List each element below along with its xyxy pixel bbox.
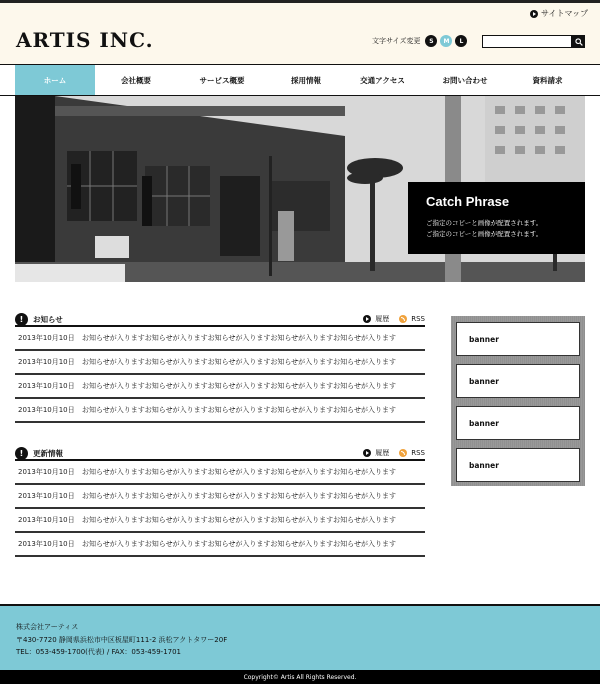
font-size-switcher <box>372 35 467 47</box>
news-links <box>363 314 425 324</box>
news-rss-link[interactable]: RSS <box>411 315 425 323</box>
font-size-small-button[interactable]: S <box>425 35 437 47</box>
news-text[interactable]: お知らせが入りますお知らせが入りますお知らせが入りますお知らせが入りますお知らせが入ります <box>82 382 396 390</box>
updates-date: 2013年10月10日 <box>18 540 75 548</box>
nav-item-request[interactable]: 資料請求 <box>532 75 563 85</box>
nav-item-access[interactable]: 交通アクセス <box>360 75 405 85</box>
news-date: 2013年10月10日 <box>18 406 75 414</box>
footer-contact: TEL：053-459-1700(代表) / FAX：053-459-1701 <box>16 648 182 656</box>
news-header <box>15 313 425 327</box>
sitemap-label: サイトマップ <box>541 9 589 18</box>
site-footer <box>0 604 600 670</box>
sitemap-link[interactable] <box>530 8 588 19</box>
site-header <box>0 0 600 64</box>
news-text[interactable]: お知らせが入りますお知らせが入りますお知らせが入りますお知らせが入りますお知らせが入ります <box>82 358 396 366</box>
nav-item-services[interactable]: サービス概要 <box>199 75 245 85</box>
site-logo[interactable]: ARTIS INC. <box>16 28 154 52</box>
hero-banner <box>15 96 585 282</box>
footer-company: 株式会社アーティス <box>16 623 79 631</box>
updates-date: 2013年10月10日 <box>18 492 75 500</box>
updates-text[interactable]: お知らせが入りますお知らせが入りますお知らせが入りますお知らせが入りますお知らせが入ります <box>82 468 396 476</box>
exclamation-icon: ! <box>15 313 28 326</box>
updates-text[interactable]: お知らせが入りますお知らせが入りますお知らせが入りますお知らせが入りますお知らせが入ります <box>82 516 396 524</box>
banner-column <box>451 316 585 486</box>
rss-icon <box>399 315 407 323</box>
rss-icon <box>399 449 407 457</box>
font-size-medium-button[interactable]: M <box>440 35 452 47</box>
updates-row[interactable] <box>15 509 425 533</box>
banner-link[interactable]: banner <box>456 448 580 482</box>
news-date: 2013年10月10日 <box>18 358 75 366</box>
news-date: 2013年10月10日 <box>18 334 75 342</box>
banner-link[interactable]: banner <box>456 322 580 356</box>
news-text[interactable]: お知らせが入りますお知らせが入りますお知らせが入りますお知らせが入りますお知らせが入ります <box>82 334 396 342</box>
search-button[interactable] <box>572 35 585 48</box>
news-archive-link[interactable]: 履歴 <box>375 315 390 323</box>
font-size-label: 文字サイズ変更 <box>372 37 421 45</box>
updates-row[interactable] <box>15 461 425 485</box>
exclamation-icon: ! <box>15 447 28 460</box>
updates-row[interactable] <box>15 485 425 509</box>
news-section <box>15 313 425 423</box>
updates-date: 2013年10月10日 <box>18 468 75 476</box>
news-date: 2013年10月10日 <box>18 382 75 390</box>
arrow-right-icon <box>363 315 371 323</box>
catch-phrase-box <box>408 182 585 254</box>
font-size-large-button[interactable]: L <box>455 35 467 47</box>
banner-link[interactable]: banner <box>456 406 580 440</box>
updates-text[interactable]: お知らせが入りますお知らせが入りますお知らせが入りますお知らせが入りますお知らせが入ります <box>82 492 396 500</box>
catch-phrase-line: ご指定のコピーと画像が配置されます。 <box>426 219 543 227</box>
search-box <box>482 35 585 48</box>
updates-text[interactable]: お知らせが入りますお知らせが入りますお知らせが入りますお知らせが入りますお知らせが入ります <box>82 540 396 548</box>
news-title: お知らせ <box>33 314 63 324</box>
nav-item-contact[interactable]: お問い合わせ <box>442 75 488 85</box>
updates-archive-link[interactable]: 履歴 <box>375 449 390 457</box>
arrow-right-icon <box>530 10 538 18</box>
global-nav <box>0 64 600 96</box>
updates-title: 更新情報 <box>33 448 63 458</box>
catch-phrase-line: ご指定のコピーと画像が配置されます。 <box>426 230 543 238</box>
updates-row[interactable] <box>15 533 425 557</box>
updates-section <box>15 447 425 557</box>
news-row[interactable] <box>15 399 425 423</box>
copyright-bar: Copyright© Artis All Rights Reserved. <box>0 670 600 684</box>
updates-header <box>15 447 425 461</box>
news-row[interactable] <box>15 375 425 399</box>
nav-item-home[interactable]: ホーム <box>15 65 95 95</box>
nav-item-company[interactable]: 会社概要 <box>121 75 151 85</box>
updates-links <box>363 448 425 458</box>
banner-link[interactable]: banner <box>456 364 580 398</box>
news-row[interactable] <box>15 351 425 375</box>
footer-address: 〒430-7720 静岡県浜松市中区板屋町111-2 浜松アクトタワー20F <box>16 636 228 644</box>
news-row[interactable] <box>15 327 425 351</box>
catch-phrase-title: Catch Phrase <box>426 194 510 209</box>
search-icon <box>575 38 583 46</box>
arrow-right-icon <box>363 449 371 457</box>
updates-rss-link[interactable]: RSS <box>411 449 425 457</box>
news-text[interactable]: お知らせが入りますお知らせが入りますお知らせが入りますお知らせが入りますお知らせが入ります <box>82 406 396 414</box>
updates-date: 2013年10月10日 <box>18 516 75 524</box>
search-input[interactable] <box>482 35 572 48</box>
nav-item-recruit[interactable]: 採用情報 <box>291 75 321 85</box>
